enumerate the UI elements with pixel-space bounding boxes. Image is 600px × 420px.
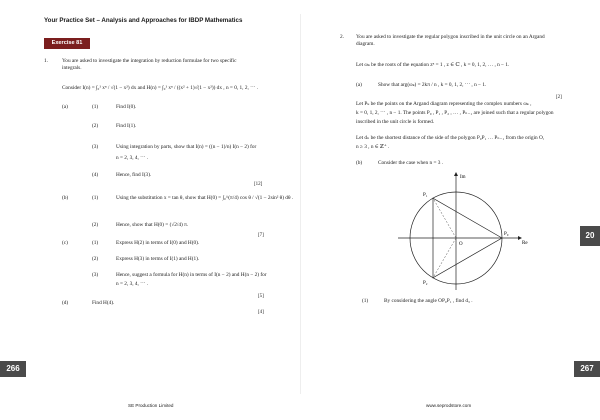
radius-o-p1 — [433, 198, 456, 238]
q1b-marks: [7] — [258, 233, 264, 238]
q1b1-text: Using the substitution x = tan θ, show that H(0) = ∫₀^(π/4) cos θ / √(1 − 2sin² θ) dθ . — [116, 195, 294, 201]
q2b-text: Consider the case when n = 3 . — [378, 160, 444, 166]
q1b2-text: Hence, show that H(0) = (√2/4) π. — [116, 222, 189, 228]
q1a2-text: Find I(1). — [116, 123, 137, 129]
argand-diagram — [390, 168, 530, 298]
q1-intro-line2: integrals. — [62, 65, 82, 71]
q2-let-points-line1: Let Pₖ be the points on the Argand diagram representing the complex numbers ωₖ , — [356, 101, 532, 107]
q2-let-points-line2: k = 0, 1, 2, ⋯ , n − 1. The points P₀ , P₁ , P₂ , … , Pₙ₋₁ are joined such that a regular polygon — [356, 110, 554, 116]
q1c1-text: Express H(2) in terms of I(0) and H(0). — [116, 240, 200, 246]
left-page-number: 266 — [0, 361, 26, 377]
q1d-label: (d) — [62, 300, 69, 306]
q2-let-distance-line1: Let dₙ be the shortest distance of the side of the polygon P₀P₁ … Pₙ₋₁ from the origin O, — [356, 135, 545, 141]
q1a4-text: Hence, find I(3). — [116, 172, 152, 178]
q1b2-label: (2) — [92, 222, 99, 228]
q2-number: 2. — [340, 34, 344, 40]
page-gutter-divider — [300, 14, 301, 394]
right-page-number: 267 — [574, 361, 600, 377]
q2-let-roots: Let ωₖ be the roots of the equation zⁿ = 1 , z ∈ ℂ , k = 0, 1, 2, … , n − 1. — [356, 62, 510, 68]
exercise-label-badge: Exercise 81 — [44, 38, 90, 49]
left-footer-publisher: SE Production Limited — [128, 403, 174, 408]
real-axis-label: Re — [522, 241, 528, 246]
q1-intro-line1: You are asked to investigate the integration by reduction formulae for two specific — [62, 58, 237, 64]
point-p0-label: P₀ — [504, 232, 509, 237]
q1a-marks: [12] — [254, 182, 263, 187]
q1d-marks: [4] — [258, 310, 264, 315]
q1b-label: (b) — [62, 195, 69, 201]
q2b-label: (b) — [356, 160, 363, 166]
point-p2-label: P₂ — [423, 281, 428, 286]
q2a-text: Show that arg(ωₖ) = 2kπ / n , k = 0, 1, 2, ⋯ , n − 1. — [378, 82, 487, 88]
q1a1-label: (1) — [92, 104, 99, 110]
imaginary-axis-arrowhead — [454, 172, 458, 176]
q1a3-label: (3) — [92, 144, 99, 150]
page-header-title: Your Practice Set – Analysis and Approaches for IBDP Mathematics — [44, 17, 243, 24]
q2-let-distance-line2: n ≥ 3 , n ∈ ℤ⁺ . — [356, 144, 390, 150]
q2-intro-line2: diagram. — [356, 41, 375, 47]
q2b1-label: (1) — [362, 298, 369, 304]
q1c-label: (c) — [62, 240, 68, 246]
q1-consider-integrals: Consider I(n) = ∫₀¹ xⁿ / √(1 − x²) dx and H(n) = ∫₀¹ xⁿ / ((x² + 1)√(1 − x²)) dx , n = 0, 1, 2, ⋯ . — [62, 85, 259, 91]
q1c2-text: Express H(3) in terms of I(1) and H(1). — [116, 256, 200, 262]
radius-o-p2 — [433, 238, 456, 278]
imaginary-axis-label: Im — [460, 175, 466, 180]
q1d-text: Find H(4). — [92, 300, 115, 306]
q1b1-label: (1) — [92, 195, 99, 201]
chapter-tab: 20 — [580, 226, 600, 246]
q2-intro-line1: You are asked to investigate the regular polygon inscribed in the unit circle on an Argand — [356, 34, 545, 40]
q1a2-label: (2) — [92, 123, 99, 129]
q1c-marks: [5] — [258, 294, 264, 299]
q2-let-points-line3: inscribed in the unit circle is formed. — [356, 119, 435, 125]
q1c3-text-line2: n = 2, 3, 4, ⋯ . — [116, 281, 149, 287]
real-axis-arrowhead — [518, 236, 522, 240]
q2a-label: (a) — [356, 82, 362, 88]
q1a1-text: Find I(0). — [116, 104, 137, 110]
q1c3-text: Hence, suggest a formula for H(n) in terms of I(n − 2) and H(n − 2) for — [116, 272, 267, 278]
q1c3-label: (3) — [92, 272, 99, 278]
point-p1-label: P₁ — [423, 193, 428, 198]
q1a3-text: Using integration by parts, show that I(n) = ((n − 1)/n) I(n − 2) for — [116, 144, 257, 150]
q2b1-text: By considering the angle OP₀P₁ , find d₃ . — [384, 298, 473, 304]
q1c2-label: (2) — [92, 256, 99, 262]
q1a-label: (a) — [62, 104, 68, 110]
right-footer-website: www.seprodstore.com — [426, 403, 472, 408]
q1a4-label: (4) — [92, 172, 99, 178]
q1c1-label: (1) — [92, 240, 99, 246]
q2a-marks: [2] — [556, 95, 562, 100]
q1-number: 1. — [44, 58, 48, 64]
q1a3-text-line2: n = 2, 3, 4, ⋯ . — [116, 155, 149, 161]
origin-label: O — [459, 242, 463, 247]
